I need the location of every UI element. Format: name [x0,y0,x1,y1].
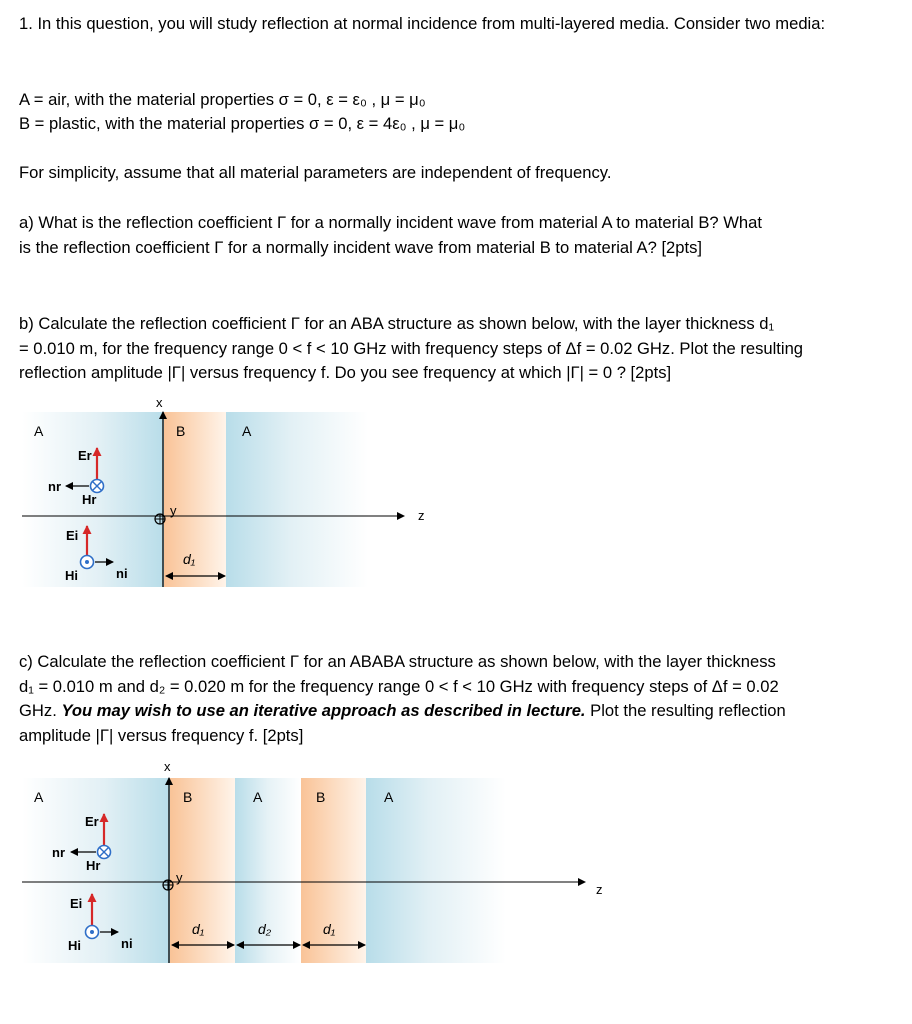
part-c-line4: amplitude |Γ| versus frequency f. [2pts] [19,726,304,745]
region-label-a2: A [242,423,252,439]
d1-label-2: d₁ [192,921,205,937]
x-axis-label: x [156,395,163,410]
hi-dot-icon-2 [90,930,94,934]
region-label-b: B [176,423,186,439]
er-label-2: Er [85,814,99,829]
y-axis-label-2: y [176,870,183,885]
region-label-1: A [34,789,44,805]
media-a-line: A = air, with the material properties σ = 0, ε = ε₀ , μ = μ₀ [19,90,426,109]
z-axis-label-2: z [596,882,603,897]
x-axis-label-2: x [164,759,171,774]
region-label-2: B [183,789,193,805]
d1-label: d₁ [183,551,196,567]
d1b-label: d₁ [323,921,336,937]
hi-label: Hi [65,568,78,583]
ni-label-2: ni [121,936,133,951]
part-b-line2: = 0.010 m, for the frequency range 0 < f < 10 GHz with frequency steps of Δf = 0.02 GHz. Plot the resulting [19,339,804,358]
simplicity-line: For simplicity, assume that all material parameters are independent of frequency. [19,163,612,182]
ei-label-2: Ei [70,896,83,911]
figure-aba-structure [0,392,912,592]
hi-label-2: Hi [68,938,81,953]
hr-label: Hr [82,492,97,507]
part-c-line3-prefix: GHz. [19,701,57,720]
part-c-line3 [19,699,891,724]
nr-label-2: nr [52,845,65,860]
hi-dot-icon [85,560,89,564]
figure-ababa-structure [0,758,912,968]
q1-intro: 1. In this question, you will study reflection at normal incidence from multi-layered media. Consider two media: [19,14,826,33]
part-b-line3: reflection amplitude |Γ| versus frequency f. Do you see frequency at which |Γ| = 0 ? [2pts] [19,363,672,382]
part-a-line1: a) What is the reflection coefficient Γ for a normally incident wave from material A to material B? What [19,213,762,232]
part-b-line1: b) Calculate the reflection coefficient Γ for an ABA structure as shown below, with the layer thickness d₁ [19,314,775,333]
er-label: Er [78,448,92,463]
y-axis-label: y [170,503,177,518]
z-axis-label: z [418,508,425,523]
region-label-4: B [316,789,326,805]
region-a-3 [366,778,506,963]
media-b-line: B = plastic, with the material properties σ = 0, ε = 4ε₀ , μ = μ₀ [19,114,466,133]
d2-label: d₂ [258,921,272,937]
region-label-a1: A [34,423,44,439]
region-label-3: A [253,789,263,805]
region-label-5: A [384,789,394,805]
part-c-line1: c) Calculate the reflection coefficient Γ for an ABABA structure as shown below, with the layer thickness [19,652,776,671]
part-c-line2: d₁ = 0.010 m and d₂ = 0.020 m for the frequency range 0 < f < 10 GHz with frequency steps of Δf = 0.02 [19,677,779,696]
nr-label: nr [48,479,61,494]
ei-label: Ei [66,528,79,543]
part-a-line2: is the reflection coefficient Γ for a normally incident wave from material B to material A? [2pts] [19,238,703,257]
part-c-line3-suffix: Plot the resulting reflection [590,701,786,720]
ni-label: ni [116,566,128,581]
hr-label-2: Hr [86,858,101,873]
part-c-line3-bold: You may wish to use an iterative approach as described in lecture. [61,701,586,720]
